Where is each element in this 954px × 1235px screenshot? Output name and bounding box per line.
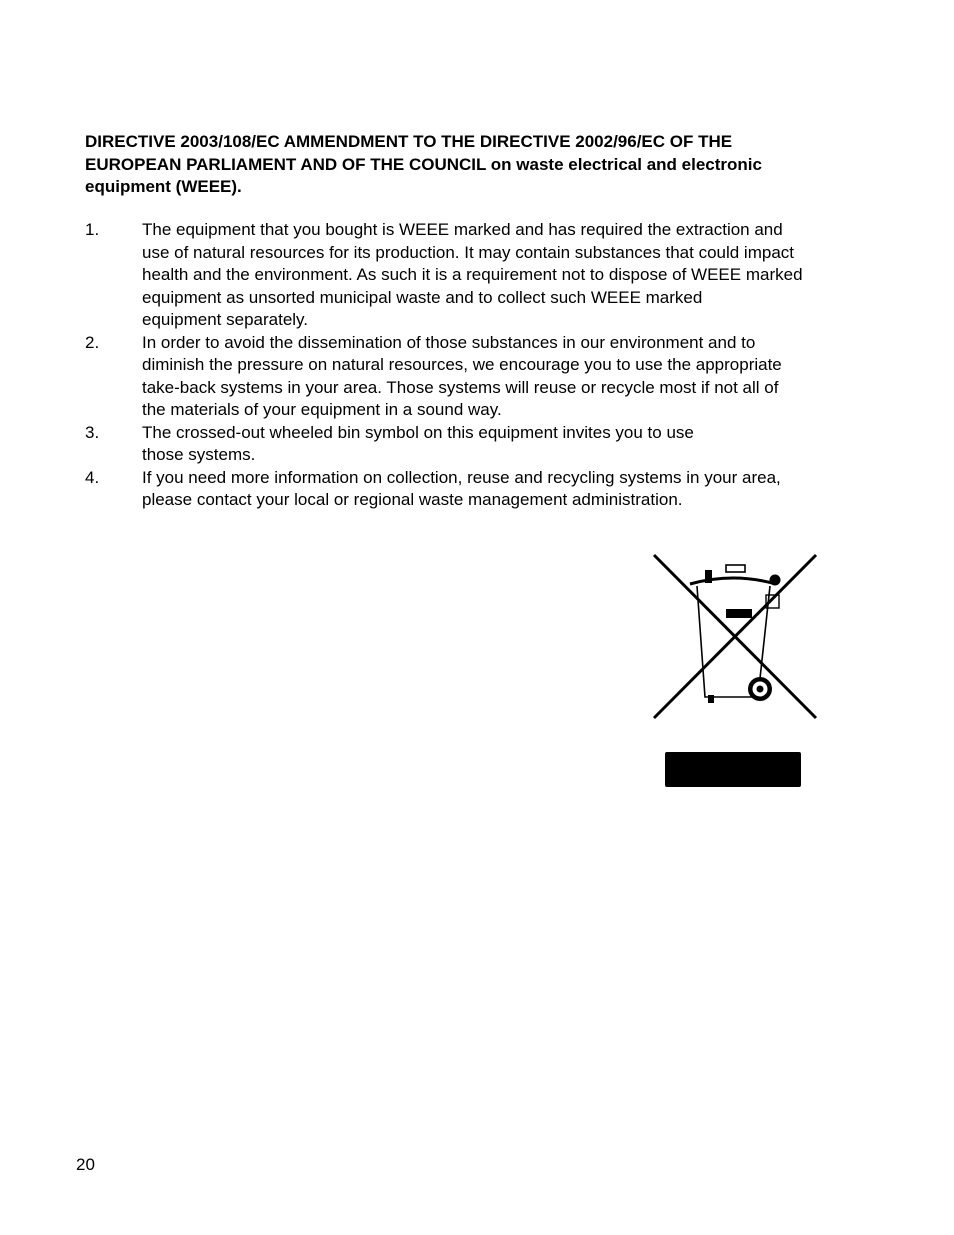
list-item xyxy=(85,467,885,512)
bin-label xyxy=(726,609,752,618)
directive-list xyxy=(85,219,885,512)
item-line: please contact your local or regional waste management administration. xyxy=(142,490,683,509)
item-number: 2. xyxy=(85,332,100,352)
lid-post xyxy=(705,570,712,583)
item-line: diminish the pressure on natural resources, we encourage you to use the appropriate xyxy=(142,355,782,374)
item-line: health and the environment. As such it is a requirement not to dispose of WEEE marked xyxy=(142,265,803,284)
item-line: equipment separately. xyxy=(142,310,309,329)
item-line: use of natural resources for its production. It may contain substances that could impact xyxy=(142,242,795,262)
item-number: 1. xyxy=(85,220,100,239)
item-number: 3. xyxy=(85,422,100,442)
crossed-out-wheeled-bin-icon xyxy=(650,552,820,792)
page-number: 20 xyxy=(76,1155,95,1174)
heading-line: DIRECTIVE 2003/108/EC AMMENDMENT TO THE DIRECTIVE 2002/96/EC OF THE xyxy=(85,132,733,151)
heading-line: EUROPEAN PARLIAMENT AND OF THE COUNCIL on waste electrical and electronic xyxy=(85,154,762,174)
item-line: The crossed-out wheeled bin symbol on this equipment invites you to use xyxy=(142,422,694,442)
bin-outline xyxy=(690,565,779,697)
item-line: The equipment that you bought is WEEE marked and has required the extraction and xyxy=(142,220,783,239)
list-item xyxy=(85,422,885,467)
item-line: those systems. xyxy=(142,445,256,464)
item-line: If you need more information on collection, reuse and recycling systems in your area, xyxy=(142,467,781,487)
wheel-icon xyxy=(748,677,772,701)
item-line: equipment as unsorted municipal waste and to collect such WEEE marked xyxy=(142,287,703,307)
list-item xyxy=(85,219,885,332)
item-line: the materials of your equipment in a sound way. xyxy=(142,400,502,419)
heading-line: equipment (WEEE). xyxy=(85,177,242,196)
item-number: 4. xyxy=(85,467,100,487)
directive-heading xyxy=(85,131,885,199)
lid-knob xyxy=(770,575,781,586)
item-line: take-back systems in your area. Those systems will reuse or recycle most if not all of xyxy=(142,377,779,397)
black-bar xyxy=(665,752,801,787)
list-item xyxy=(85,332,885,422)
item-line: In order to avoid the dissemination of those substances in our environment and to xyxy=(142,332,756,352)
bin-foot xyxy=(708,695,714,703)
